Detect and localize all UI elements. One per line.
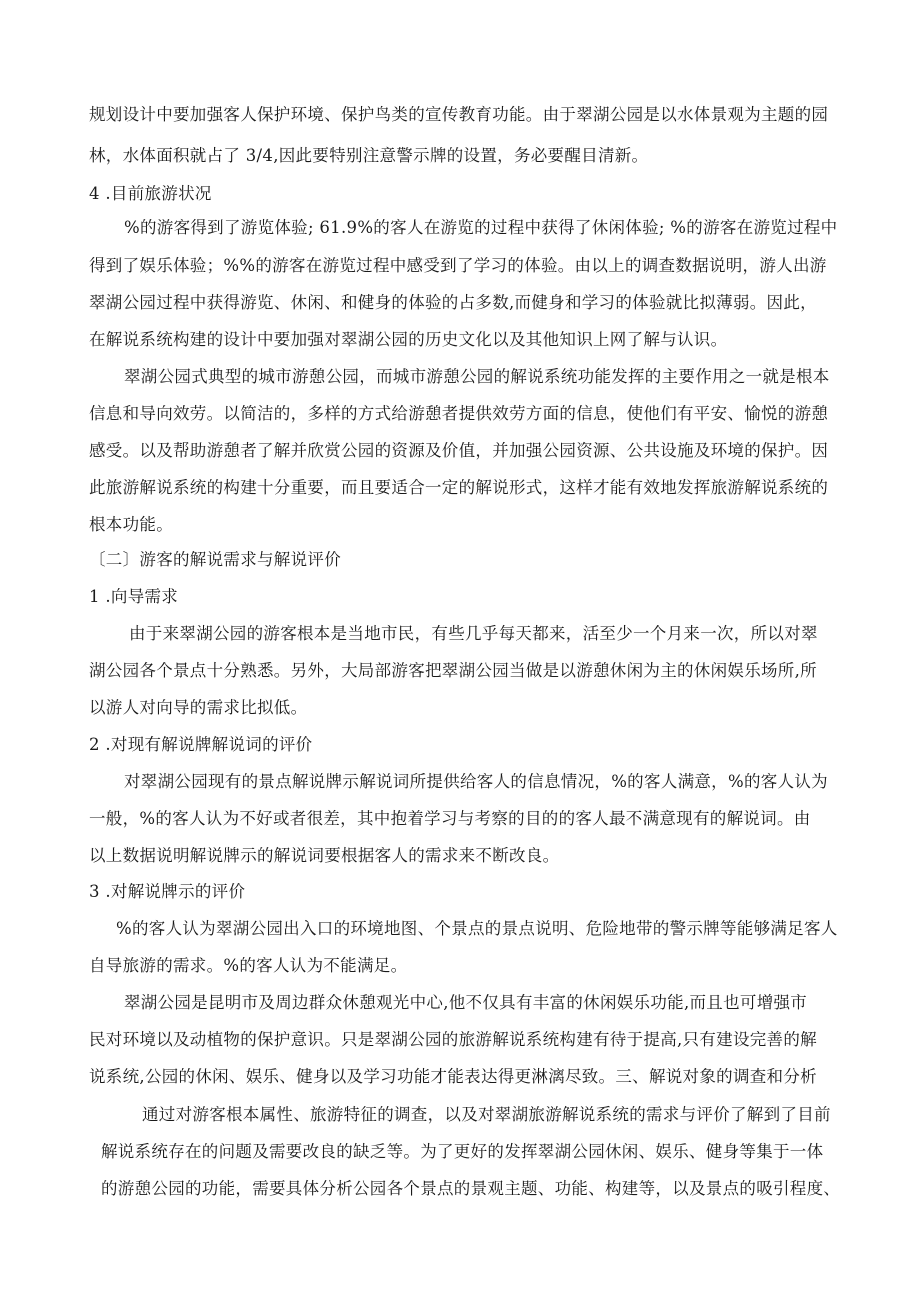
- text-line: 一般，%的客人认为不好或者很差，其中抱着学习与考察的目的的客人最不满意现有的解说词。由: [89, 809, 811, 828]
- text-line: 感受。以及帮助游憩者了解并欣赏公园的资源及价值，并加强公园资源、公共设施及环境的保护。因: [89, 441, 829, 460]
- text-line: 此旅游解说系统的构建十分重要，而且要适合一定的解说形式，这样才能有效地发挥旅游解说系统的: [89, 478, 829, 497]
- text-line: 得到了娱乐体验；%%的游客在游览过程中感受到了学习的体验。由以上的调查数据说明，游人出游: [89, 256, 827, 275]
- text-line: 民对环境以及动植物的保护意识。只是翠湖公园的旅游解说系统构建有待于提高,只有建设完善的解: [89, 1030, 817, 1049]
- text-line: 通过对游客根本属性、旅游特征的调查，以及对翠湖旅游解说系统的需求与评价了解到了目前: [142, 1105, 831, 1124]
- text-line: 的游憩公园的功能，需要具体分析公园各个景点的景观主题、功能、构建等，以及景点的吸引程度、: [101, 1179, 841, 1198]
- section-heading: 〔二〕游客的解说需求与解说评价: [89, 550, 341, 569]
- section-heading: 2 .对现有解说牌解说词的评价: [89, 735, 313, 754]
- section-heading: 3 .对解说牌示的评价: [89, 882, 246, 901]
- text-line: 以游人对向导的需求比拟低。: [89, 698, 308, 717]
- text-line: 根本功能。: [89, 515, 173, 534]
- text-line: 在解说系统构建的设计中要加强对翠湖公园的历史文化以及其他知识上网了解与认识。: [89, 330, 728, 349]
- text-line: 翠湖公园过程中获得游览、休闲、和健身的体验的占多数,而健身和学习的体验就比拟薄弱。因此，: [89, 293, 817, 312]
- text-line: 湖公园各个景点十分熟悉。另外，大局部游客把翠湖公园当做是以游憩休闲为主的休闲娱乐场所,所: [89, 661, 817, 680]
- section-heading: 1 .向导需求: [89, 587, 179, 606]
- text-line: 翠湖公园是昆明市及周边群众休憩观光中心,他不仅具有丰富的休闲娱乐功能,而且也可增强市: [124, 993, 808, 1012]
- text-line: %的客人认为翠湖公园出入口的环境地图、个景点的景点说明、危险地带的警示牌等能够满足客人: [116, 919, 838, 938]
- text-line: 由于来翠湖公园的游客根本是当地市民，有些几乎每天都来，活至少一个月来一次，所以对翠: [129, 624, 818, 643]
- text-line: 自导旅游的需求。%的客人认为不能满足。: [89, 956, 408, 975]
- text-line: 解说系统存在的问题及需要改良的缺乏等。为了更好的发挥翠湖公园休闲、娱乐、健身等集于一体: [101, 1142, 824, 1161]
- text-line: %的游客得到了游览体验; 61.9%的客人在游览的过程中获得了休闲体验; %的游客在游览过程中: [124, 218, 838, 237]
- text-line: 以上数据说明解说牌示的解说词要根据客人的需求来不断改良。: [89, 846, 560, 865]
- text-line: 对翠湖公园现有的景点解说牌示解说词所提供给客人的信息情况，%的客人满意，%的客人认为: [124, 772, 828, 791]
- section-heading: 4 .目前旅游状况: [89, 184, 212, 203]
- text-line: 翠湖公园式典型的城市游憩公园，而城市游憩公园的解说系统功能发挥的主要作用之一就是根本: [124, 367, 830, 386]
- text-line: 说系统,公园的休闲、娱乐、健身以及学习功能才能表达得更淋漓尽致。三、解说对象的调查和分析: [89, 1067, 817, 1086]
- text-line: 规划设计中要加强客人保护环境、保护鸟类的宣传教育功能。由于翠湖公园是以水体景观为主题的园: [89, 105, 829, 124]
- text-line: 林，水体面积就占了 3/4,因此要特别注意警示牌的设置，务必要醒目清新。: [89, 146, 649, 165]
- text-line: 信息和导向效劳。以简洁的，多样的方式给游憩者提供效劳方面的信息，使他们有平安、愉悦的游憩: [89, 404, 829, 423]
